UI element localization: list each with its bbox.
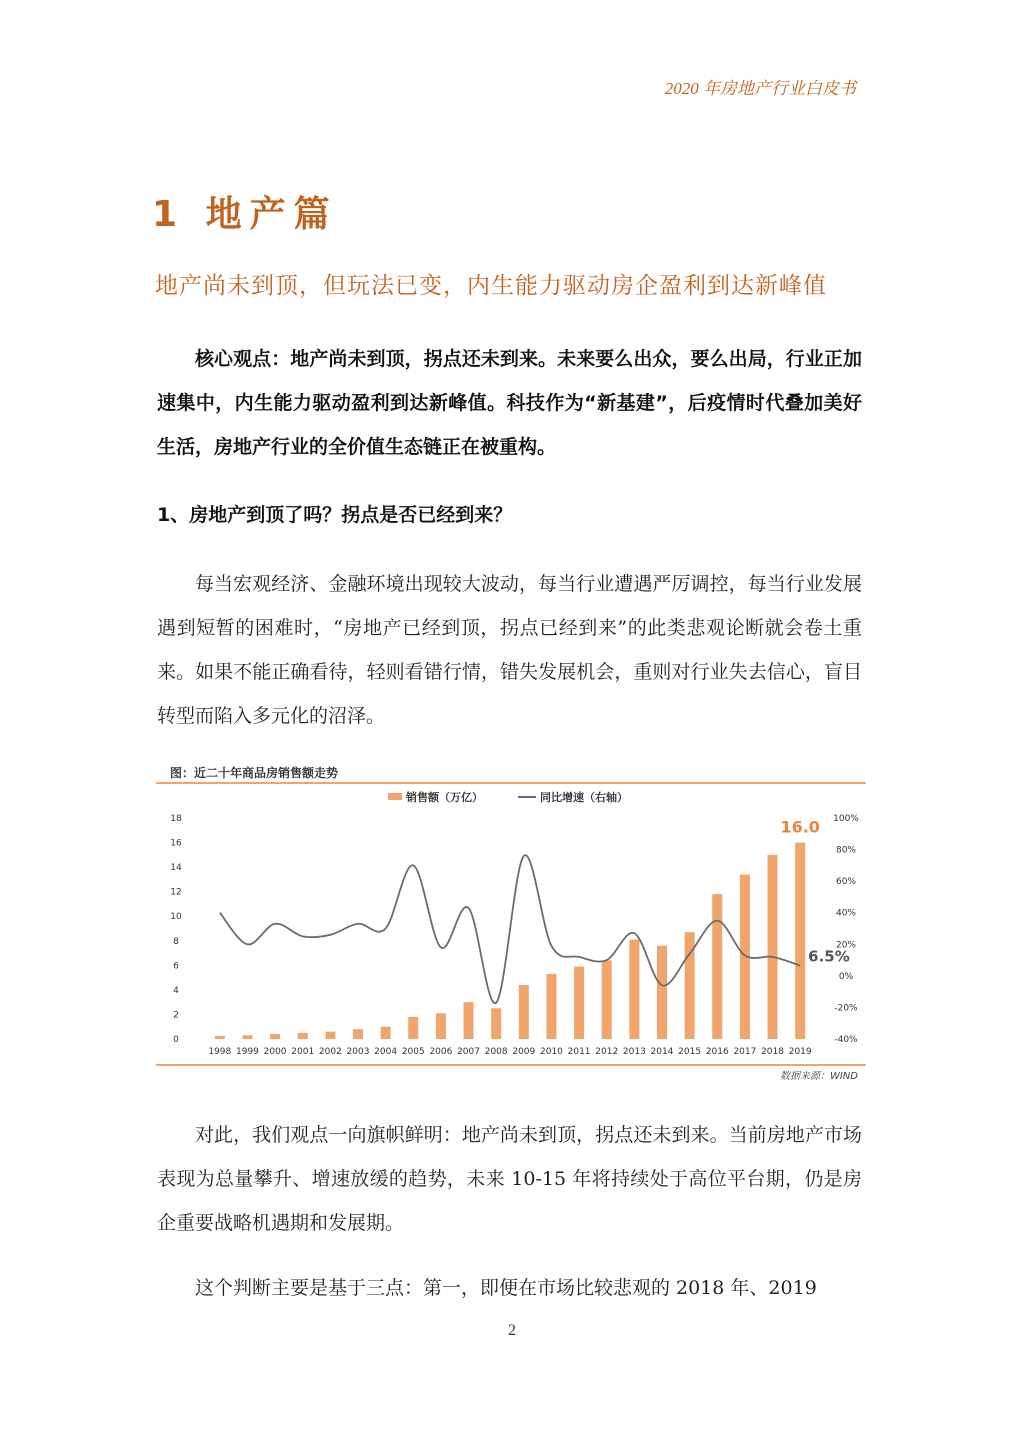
x-tick-2006: 2006 — [429, 1047, 453, 1057]
x-tick-2008: 2008 — [484, 1047, 508, 1057]
bar-2008 — [491, 1008, 501, 1039]
bar-2001 — [298, 1033, 308, 1039]
bar-2010 — [546, 974, 556, 1039]
sales-chart — [156, 784, 866, 1084]
bar-2012 — [602, 960, 612, 1039]
y-left-tick-2: 2 — [173, 1010, 179, 1021]
bar-2009 — [519, 985, 529, 1039]
chart-source: 数据来源：WIND — [779, 1071, 858, 1082]
x-tick-1999: 1999 — [236, 1047, 259, 1057]
y-right-tick--20%: -20% — [834, 1003, 858, 1014]
core-view-paragraph: 核心观点：地产尚未到顶，拐点还未到来。未来要么出众，要么出局，行业正加速集中，内生能力驱动盈利到达新峰值。科技作为“新基建”，后疫情时代叠加美好生活，房地产行业的全价值生态链正在被重构。 — [157, 348, 862, 458]
x-tick-2009: 2009 — [512, 1047, 536, 1057]
y-left-tick-18: 18 — [170, 814, 182, 824]
bar-2004 — [381, 1027, 391, 1039]
chart-legend — [388, 790, 628, 804]
x-tick-2016: 2016 — [705, 1047, 729, 1057]
y-left-tick-12: 12 — [170, 887, 182, 898]
y-right-tick-60%: 60% — [835, 877, 857, 888]
x-tick-2018: 2018 — [761, 1047, 784, 1057]
x-tick-2011: 2011 — [567, 1047, 591, 1057]
y-left-tick-16: 16 — [170, 838, 182, 849]
section-heading: 1 地产篇 — [152, 194, 338, 235]
bar-1999 — [242, 1035, 252, 1039]
x-tick-2003: 2003 — [346, 1047, 370, 1057]
y-right-tick-20%: 20% — [835, 940, 857, 951]
chart-caption: 图：近二十年商品房销售额走势 — [170, 766, 339, 780]
last-growth-value-label: 6.5% — [808, 947, 850, 966]
y-right-tick--40%: -40% — [834, 1035, 858, 1045]
x-tick-2001: 2001 — [291, 1047, 315, 1057]
page-number: 2 — [508, 1322, 516, 1339]
bar-2007 — [464, 1002, 474, 1039]
bar-2006 — [436, 1013, 446, 1039]
y-right-tick-80%: 80% — [835, 845, 857, 856]
x-tick-1998: 1998 — [208, 1047, 232, 1057]
body-paragraph-2: 对此，我们观点一向旗帜鲜明：地产尚未到顶，拐点还未到来。当前房地产市场表现为总量攀升、增速放缓的趋势，未来 10-15 年将持续处于高位平台期，仍是房企重要战略机遇期和发展期。 — [157, 1124, 862, 1234]
bar-2019 — [795, 843, 805, 1039]
legend-bar-swatch — [388, 793, 402, 800]
question-heading: 1、房地产到顶了吗？拐点是否已经到来？ — [157, 504, 513, 526]
y-left-tick-8: 8 — [173, 936, 179, 947]
x-tick-2005: 2005 — [401, 1047, 425, 1057]
bar-2005 — [408, 1017, 418, 1039]
body-paragraph-1: 每当宏观经济、金融环境出现较大波动，每当行业遭遇严厉调控，每当行业发展遇到短暂的困难时，“房地产已经到顶，拐点已经到来”的此类悲观论断就会卷土重来。如果不能正确看待，轻则看错行情，错失发展机会，重则对行业失去信心，盲目转型而陷入多元化的沼泽。 — [157, 573, 862, 727]
y-left-tick-6: 6 — [173, 961, 179, 972]
x-tick-2010: 2010 — [540, 1047, 563, 1057]
y-right-tick-40%: 40% — [835, 908, 857, 919]
y-left-tick-14: 14 — [170, 863, 182, 874]
bar-2014 — [657, 946, 667, 1039]
x-tick-2002: 2002 — [318, 1047, 342, 1057]
x-tick-2000: 2000 — [263, 1047, 287, 1057]
x-tick-2007: 2007 — [457, 1047, 480, 1057]
chart-bottom-rule — [156, 1064, 866, 1066]
body-paragraph-3: 这个判断主要是基于三点：第一，即便在市场比较悲观的 2018 年、2019 — [195, 1277, 817, 1299]
x-tick-2017: 2017 — [733, 1047, 757, 1057]
y-left-tick-10: 10 — [170, 912, 182, 923]
y-left-tick-0: 0 — [173, 1035, 179, 1045]
bar-2016 — [712, 894, 722, 1039]
x-tick-2012: 2012 — [595, 1047, 619, 1057]
x-tick-2004: 2004 — [374, 1047, 398, 1057]
x-tick-2019: 2019 — [788, 1047, 812, 1057]
bar-2018 — [768, 855, 778, 1039]
legend-line-label: 同比增速（右轴） — [540, 791, 628, 804]
x-tick-2014: 2014 — [650, 1047, 674, 1057]
bar-2013 — [629, 940, 639, 1039]
legend-bar-label: 销售额（万亿） — [406, 791, 483, 804]
y-right-tick-0%: 0% — [838, 971, 854, 982]
y-right-tick-100%: 100% — [833, 814, 859, 824]
section-subheading: 地产尚未到顶，但玩法已变，内生能力驱动房企盈利到达新峰值 — [155, 273, 827, 299]
bar-2002 — [325, 1032, 335, 1039]
bar-1998 — [215, 1036, 225, 1039]
bar-2003 — [353, 1029, 363, 1039]
bar-2011 — [574, 967, 584, 1039]
document-header-title: 2020 年房地产行业白皮书 — [664, 79, 856, 98]
last-bar-value-label: 16.0 — [780, 817, 820, 837]
x-tick-2013: 2013 — [622, 1047, 646, 1057]
y-left-tick-4: 4 — [173, 985, 179, 996]
sales-chart-figure — [156, 760, 866, 1085]
bar-2000 — [270, 1034, 280, 1039]
x-tick-2015: 2015 — [678, 1047, 702, 1057]
